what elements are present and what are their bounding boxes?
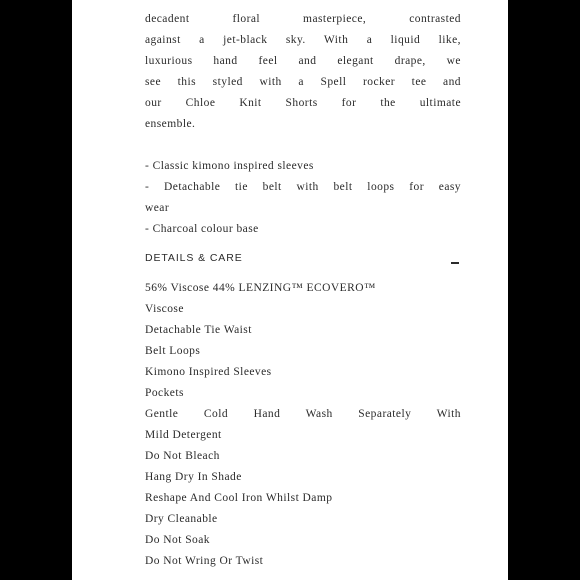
description-line: luxurious hand feel and elegant drape, we (145, 55, 461, 67)
detail-item: 56% Viscose 44% LENZING™ ECOVERO™ (145, 282, 376, 294)
feature-item: - Classic kimono inspired sleeves (145, 160, 314, 172)
description-line: decadent floral masterpiece, contrasted (145, 13, 461, 25)
description-line: against a jet-black sky. With a liquid like, (145, 34, 461, 46)
detail-item: Do Not Bleach (145, 450, 220, 462)
detail-item: Detachable Tie Waist (145, 324, 252, 336)
detail-item: Gentle Cold Hand Wash Separately With (145, 408, 461, 420)
detail-item: Kimono Inspired Sleeves (145, 366, 272, 378)
detail-item: Reshape And Cool Iron Whilst Damp (145, 492, 333, 504)
description-line: see this styled with a Spell rocker tee and (145, 76, 461, 88)
detail-item: Hang Dry In Shade (145, 471, 242, 483)
detail-item: Viscose (145, 303, 184, 315)
detail-item: Belt Loops (145, 345, 201, 357)
feature-item: wear (145, 202, 170, 214)
detail-item: Do Not Wring Or Twist (145, 555, 264, 567)
description-line: ensemble. (145, 118, 196, 130)
product-page (72, 0, 508, 580)
detail-item: Mild Detergent (145, 429, 222, 441)
feature-item: - Charcoal colour base (145, 223, 259, 235)
detail-item: Do Not Soak (145, 534, 211, 546)
detail-item: Pockets (145, 387, 184, 399)
details-care-title: DETAILS & CARE (145, 252, 243, 264)
detail-item: Dry Cleanable (145, 513, 218, 525)
feature-item: - Detachable tie belt with belt loops for easy (145, 181, 461, 193)
details-care-accordion-header[interactable] (145, 252, 461, 268)
minus-icon[interactable] (451, 262, 459, 264)
description-line: our Chloe Knit Shorts for the ultimate (145, 97, 461, 109)
